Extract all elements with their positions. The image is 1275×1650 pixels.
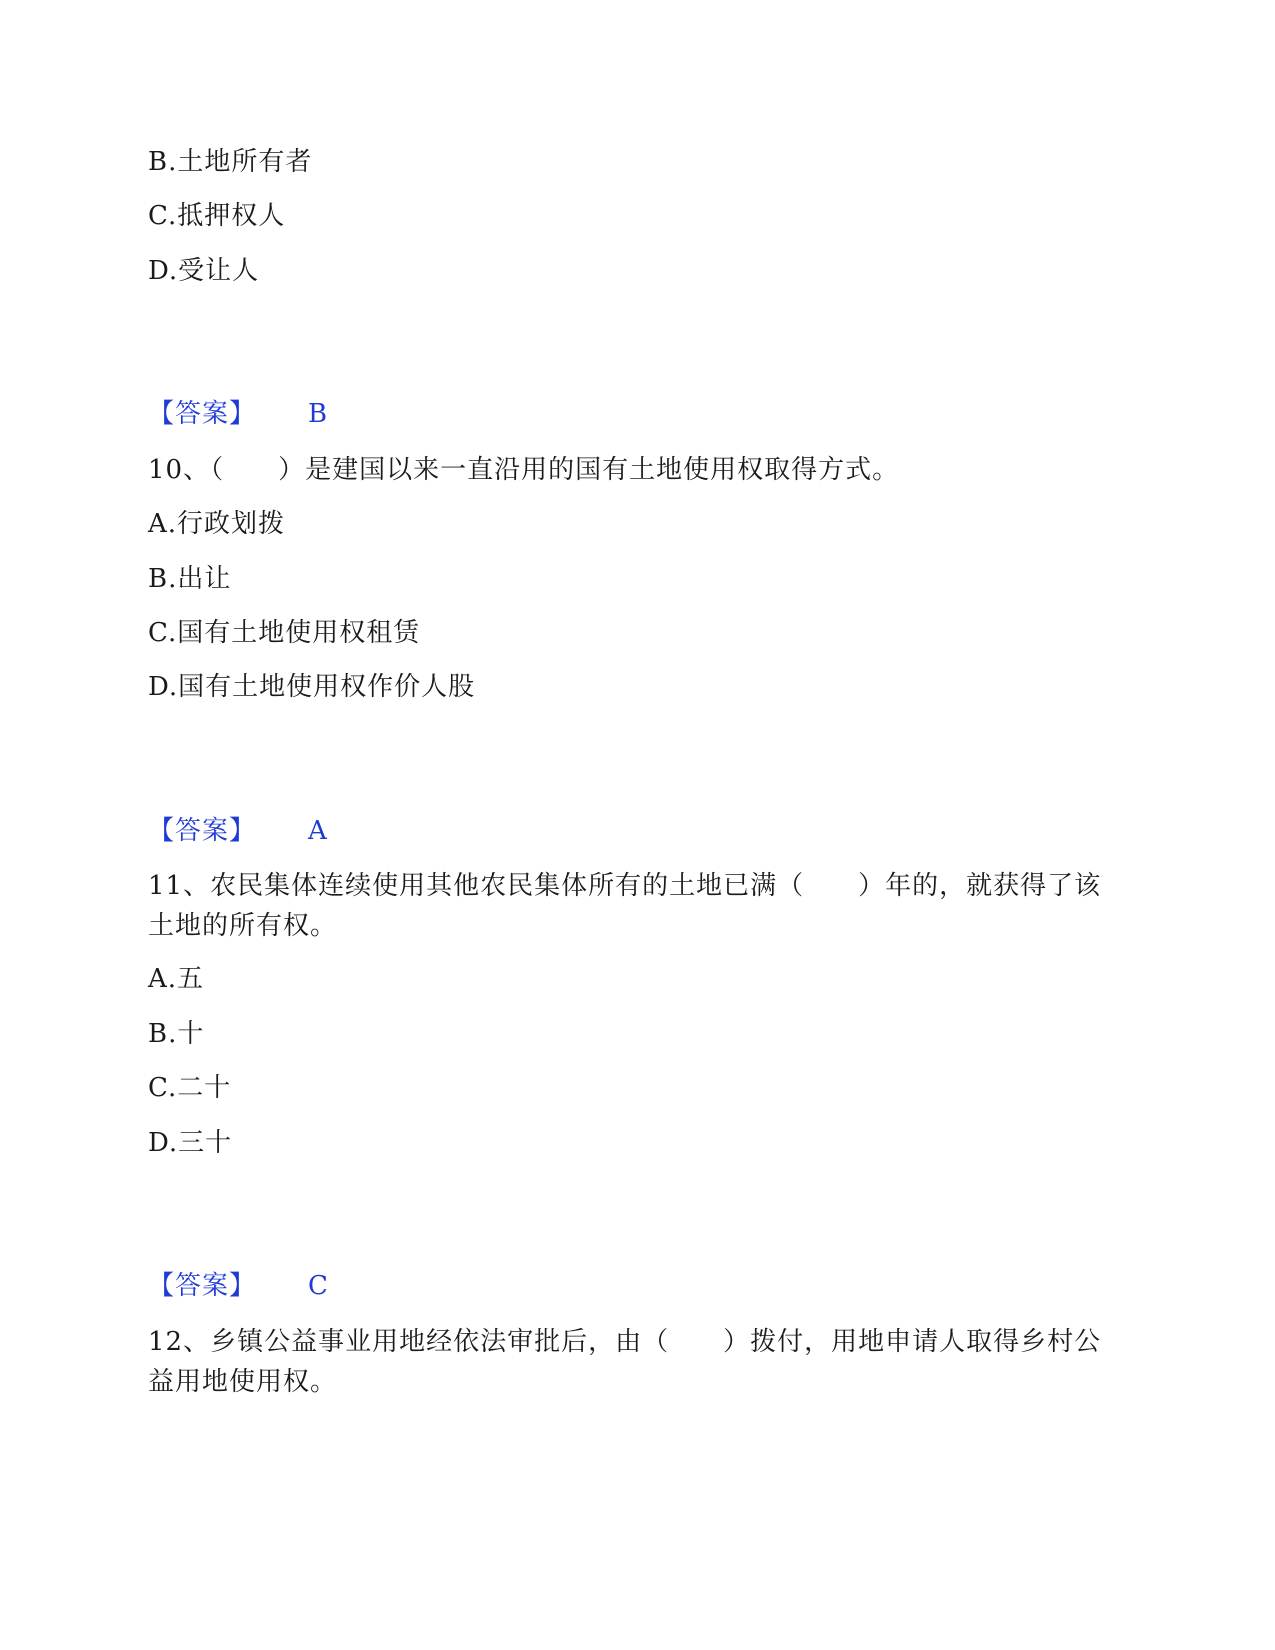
q11-text: 11、农民集体连续使用其他农民集体所有的土地已满（ ）年的，就获得了该土地的所有权。: [148, 871, 1102, 941]
q10-option-a: A.行政划拨: [148, 509, 286, 539]
q11-option-a: A.五: [148, 964, 205, 994]
q10-text: 10、（ ）是建国以来一直沿用的国有土地使用权取得方式。: [148, 455, 900, 485]
q10-option-c: C.国有土地使用权租赁: [148, 618, 421, 648]
q11-option-b: B.十: [148, 1019, 205, 1049]
q10-option-d: D.国有土地使用权作价人股: [148, 672, 476, 702]
q11-option-d: D.三十: [148, 1128, 233, 1158]
answer-value: B: [308, 399, 328, 429]
q10-option-b: B.出让: [148, 564, 232, 594]
q9-option-b: B.土地所有者: [148, 147, 313, 177]
q11-answer: [148, 1270, 328, 1302]
q9-option-d: D.受让人: [148, 256, 260, 286]
answer-label: 【答案】: [148, 399, 257, 429]
q9-answer: [148, 398, 327, 430]
q9-option-c: C.抵押权人: [148, 201, 286, 231]
q10-answer: [148, 815, 327, 847]
q11-option-c: C.二十: [148, 1073, 232, 1103]
q12-text: 12、乡镇公益事业用地经依法审批后，由（ ）拨付，用地申请人取得乡村公益用地使用权。: [148, 1327, 1102, 1397]
answer-label: 【答案】: [148, 816, 257, 846]
answer-label: 【答案】: [148, 1271, 257, 1301]
answer-value: A: [308, 816, 327, 846]
answer-value: C: [308, 1271, 328, 1301]
